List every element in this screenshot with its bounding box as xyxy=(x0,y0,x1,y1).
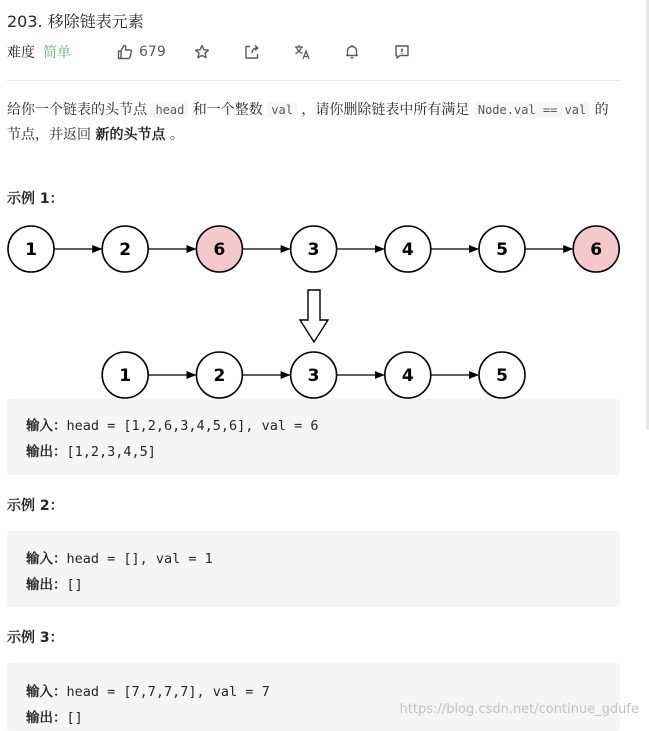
share-icon xyxy=(244,44,260,60)
feedback-button[interactable] xyxy=(393,43,411,61)
problem-description xyxy=(7,98,621,148)
input-label: 输入： xyxy=(26,551,67,567)
notification-button[interactable] xyxy=(343,43,361,61)
example-3-code xyxy=(7,663,620,731)
input-label: 输入： xyxy=(26,418,67,434)
difficulty-badge: 简单 xyxy=(43,45,71,61)
example-3-title: 示例 3： xyxy=(7,630,64,646)
thumbs-up-icon xyxy=(117,44,133,60)
before-node-label: 2 xyxy=(119,240,132,260)
translate-icon xyxy=(294,44,311,60)
output-value: [1,2,3,4,5] xyxy=(66,444,156,460)
after-node-label: 1 xyxy=(119,366,132,386)
description-text: ，请你删除链表中所有满足 xyxy=(296,102,474,118)
translate-button[interactable] xyxy=(293,43,311,61)
down-arrow-icon xyxy=(300,290,328,342)
feedback-icon xyxy=(394,44,410,60)
before-node-label: 1 xyxy=(25,240,37,260)
output-label: 输出： xyxy=(26,577,67,593)
watermark: https://blog.csdn.net/continue_gdufe xyxy=(399,702,639,717)
share-button[interactable] xyxy=(243,43,261,61)
example-1-title: 示例 1： xyxy=(7,191,64,207)
like-count: 679 xyxy=(139,44,166,60)
description-text: 的节点，并返回 xyxy=(7,102,609,143)
list-before-removal xyxy=(8,226,619,272)
output-label: 输出： xyxy=(26,710,67,726)
before-node-label: 3 xyxy=(307,240,320,260)
output-value: [] xyxy=(66,710,83,726)
output-label: 输出： xyxy=(26,444,67,460)
after-node-label: 4 xyxy=(401,366,414,386)
difficulty-label: 难度 xyxy=(7,45,35,61)
bell-icon xyxy=(344,44,360,60)
description-text: 和一个整数 xyxy=(188,102,268,118)
bold-new-head: 新的头节点 xyxy=(95,127,166,143)
after-node-label: 5 xyxy=(496,366,508,386)
code-head: head xyxy=(151,102,188,118)
before-node-label: 6 xyxy=(213,240,226,260)
output-value: [] xyxy=(66,577,83,593)
before-node-label: 6 xyxy=(590,240,603,260)
input-label: 输入： xyxy=(26,684,67,700)
divider xyxy=(7,80,621,81)
before-node-label: 4 xyxy=(401,240,414,260)
code-condition: Node.val == val xyxy=(474,102,590,118)
favorite-button[interactable] xyxy=(193,43,211,61)
code-val: val xyxy=(267,102,297,118)
problem-title: 203. 移除链表元素 xyxy=(7,12,144,31)
example-2-code xyxy=(7,531,620,607)
example-2-title: 示例 2： xyxy=(7,498,64,514)
input-value: head = [], val = 1 xyxy=(66,551,213,567)
like-button[interactable] xyxy=(117,44,166,60)
linked-list-diagram xyxy=(0,220,640,400)
after-node-label: 2 xyxy=(213,366,226,386)
before-node-label: 5 xyxy=(496,240,508,260)
problem-meta-bar xyxy=(7,41,427,63)
input-value: head = [1,2,6,3,4,5,6], val = 6 xyxy=(66,418,319,434)
list-after-removal xyxy=(102,352,525,398)
description-text: 给你一个链表的头节点 xyxy=(7,102,152,118)
description-text: 。 xyxy=(165,127,184,143)
star-icon xyxy=(194,44,210,60)
example-1-code xyxy=(7,399,620,475)
after-node-label: 3 xyxy=(307,366,320,386)
input-value: head = [7,7,7,7], val = 7 xyxy=(66,684,270,700)
